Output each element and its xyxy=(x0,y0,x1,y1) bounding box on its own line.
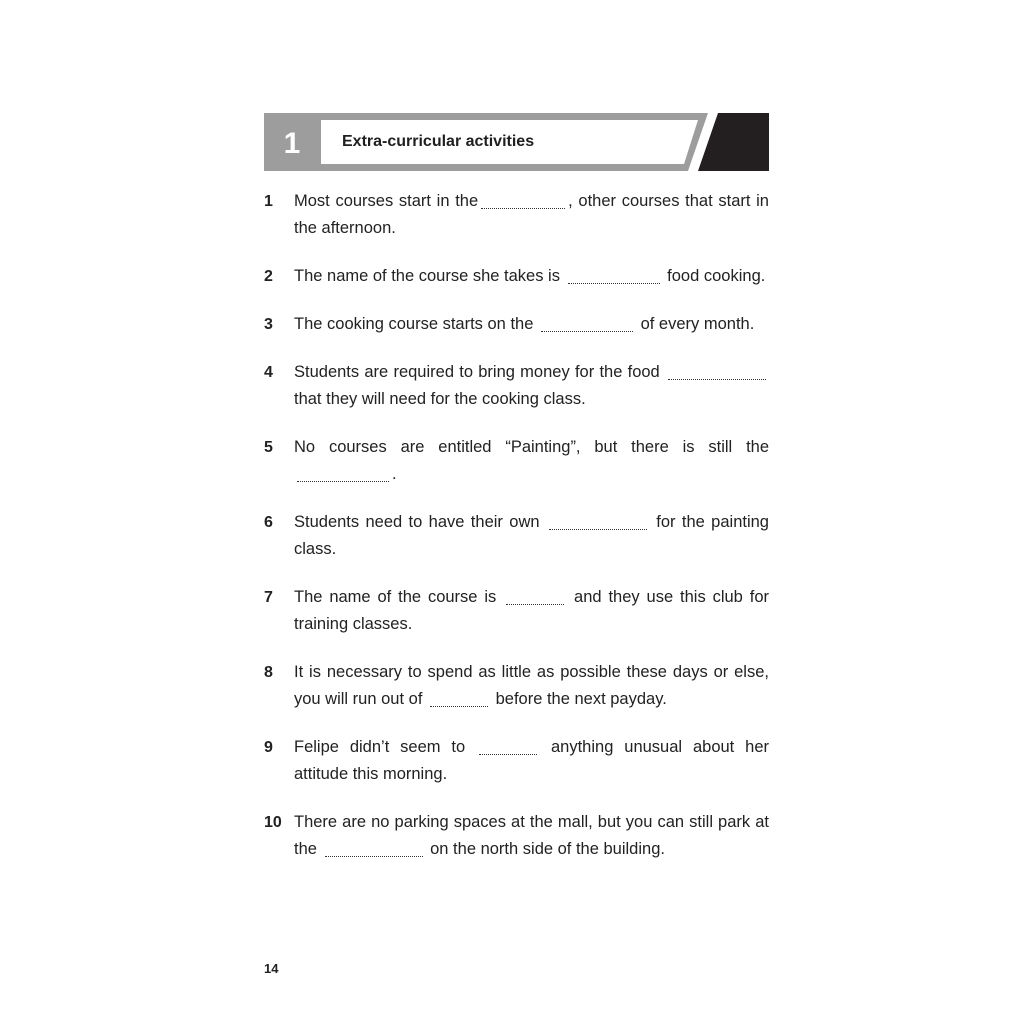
section-number: 1 xyxy=(283,127,301,160)
answer-blank[interactable] xyxy=(568,267,660,284)
answer-blank[interactable] xyxy=(506,588,564,605)
question-item xyxy=(264,509,769,563)
question-item xyxy=(264,263,769,290)
question-text-after: before the next payday. xyxy=(495,690,667,708)
answer-blank[interactable] xyxy=(549,513,647,530)
question-text-after: food cooking. xyxy=(667,267,766,285)
question-item xyxy=(264,584,769,638)
answer-blank[interactable] xyxy=(297,465,389,482)
question-item xyxy=(264,809,769,863)
question-number: 5 xyxy=(264,439,273,456)
question-text-after: of every month. xyxy=(640,315,755,333)
question-number: 6 xyxy=(264,514,273,531)
question-text-after: for the painting class. xyxy=(294,513,769,558)
answer-blank[interactable] xyxy=(481,192,565,209)
question-number: 4 xyxy=(264,364,273,381)
question-text-before: There are no parking spaces at the mall, but you can still park at the xyxy=(294,813,769,858)
question-text-after: that they will need for the cooking class. xyxy=(294,390,586,408)
answer-blank[interactable] xyxy=(325,840,423,857)
question-text-before: Felipe didn’t seem to xyxy=(294,738,466,756)
question-text-after: and they use this club for training classes. xyxy=(294,588,769,633)
question-text-before: Students are required to bring money for the food xyxy=(294,363,660,381)
section-title: Extra-curricular activities xyxy=(342,133,535,150)
question-number: 3 xyxy=(264,316,273,333)
question-number: 8 xyxy=(264,664,273,681)
question-text-after: anything unusual about her attitude this morning. xyxy=(294,738,770,783)
question-text-before: Students need to have their own xyxy=(294,513,540,531)
answer-blank[interactable] xyxy=(541,315,633,332)
page-number: 14 xyxy=(264,961,279,976)
question-text-before: The name of the course she takes is xyxy=(294,267,560,285)
question-item xyxy=(264,734,769,788)
question-number: 2 xyxy=(264,268,273,285)
question-item xyxy=(264,659,769,713)
section-header-banner xyxy=(264,113,769,171)
question-item xyxy=(264,311,769,338)
question-text-after: on the north side of the building. xyxy=(430,840,665,858)
question-item xyxy=(264,359,769,413)
answer-blank[interactable] xyxy=(479,738,537,755)
answer-blank[interactable] xyxy=(430,690,488,707)
question-item xyxy=(264,188,769,242)
question-list xyxy=(264,188,769,884)
question-text-before: The name of the course is xyxy=(294,588,497,606)
question-text-before: The cooking course starts on the xyxy=(294,315,534,333)
question-number: 9 xyxy=(264,739,273,756)
question-item xyxy=(264,434,769,488)
question-text-after: , other courses that start in the afternoon. xyxy=(294,192,769,237)
banner-dark-tab xyxy=(698,113,769,171)
question-number: 10 xyxy=(264,814,282,831)
question-text-after: . xyxy=(392,465,397,483)
answer-blank[interactable] xyxy=(668,363,766,380)
question-text-before: No courses are entitled “Painting”, but there is still the xyxy=(294,438,769,456)
question-number: 1 xyxy=(264,193,273,210)
question-text-before: It is necessary to spend as little as possible these days or else, you will run out of xyxy=(294,663,769,708)
question-number: 7 xyxy=(264,589,273,606)
question-text-before: Most courses start in the xyxy=(294,192,479,210)
